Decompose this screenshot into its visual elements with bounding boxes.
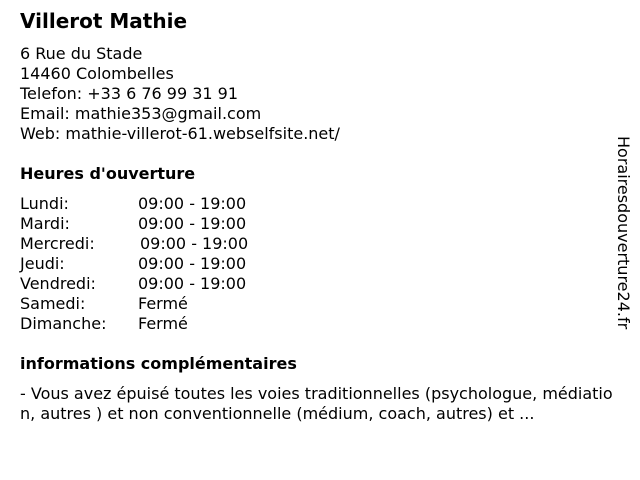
hours-row-saturday [20, 294, 380, 314]
contact-block [20, 44, 340, 144]
day-label: Vendredi: [20, 274, 96, 293]
opening-hours-heading: Heures d'ouverture [20, 164, 196, 183]
time-value: Fermé [138, 314, 188, 333]
hours-row-sunday [20, 314, 380, 334]
business-name: Villerot Mathie [20, 9, 188, 33]
day-label: Mercredi: [20, 234, 95, 253]
time-value: 09:00 - 19:00 [138, 274, 247, 293]
day-label: Lundi: [20, 194, 69, 213]
street-address: 6 Rue du Stade [20, 44, 143, 63]
day-label: Dimanche: [20, 314, 107, 333]
hours-row-tuesday [20, 214, 380, 234]
phone-number[interactable]: Telefon: +33 6 76 99 31 91 [20, 84, 239, 103]
hours-row-friday [20, 274, 380, 294]
day-label: Jeudi: [20, 254, 65, 273]
additional-info-heading: informations complémentaires [20, 354, 297, 373]
additional-info-text: - Vous avez épuisé toutes les voies traditionnelles (psychologue, médiation, autres ) et non conventionnelle (médium, coach, autres) et ... [20, 384, 613, 423]
time-value: 09:00 - 19:00 [138, 254, 247, 273]
time-value: 09:00 - 19:00 [138, 194, 247, 213]
day-label: Mardi: [20, 214, 70, 233]
email-address[interactable]: Email: mathie353@gmail.com [20, 104, 262, 123]
time-value: Fermé [138, 294, 188, 313]
website-link[interactable]: Web: mathie-villerot-61.webselfsite.net/ [20, 124, 340, 143]
hours-row-monday [20, 194, 380, 214]
hours-row-thursday [20, 254, 380, 274]
site-watermark: Horairesdouverture24.fr [614, 136, 633, 330]
day-label: Samedi: [20, 294, 86, 313]
hours-row-wednesday [20, 234, 380, 254]
time-value: 09:00 - 19:00 [138, 214, 247, 233]
opening-hours-table [20, 194, 380, 334]
city-postal: 14460 Colombelles [20, 64, 174, 83]
time-value: 09:00 - 19:00 [140, 234, 249, 253]
